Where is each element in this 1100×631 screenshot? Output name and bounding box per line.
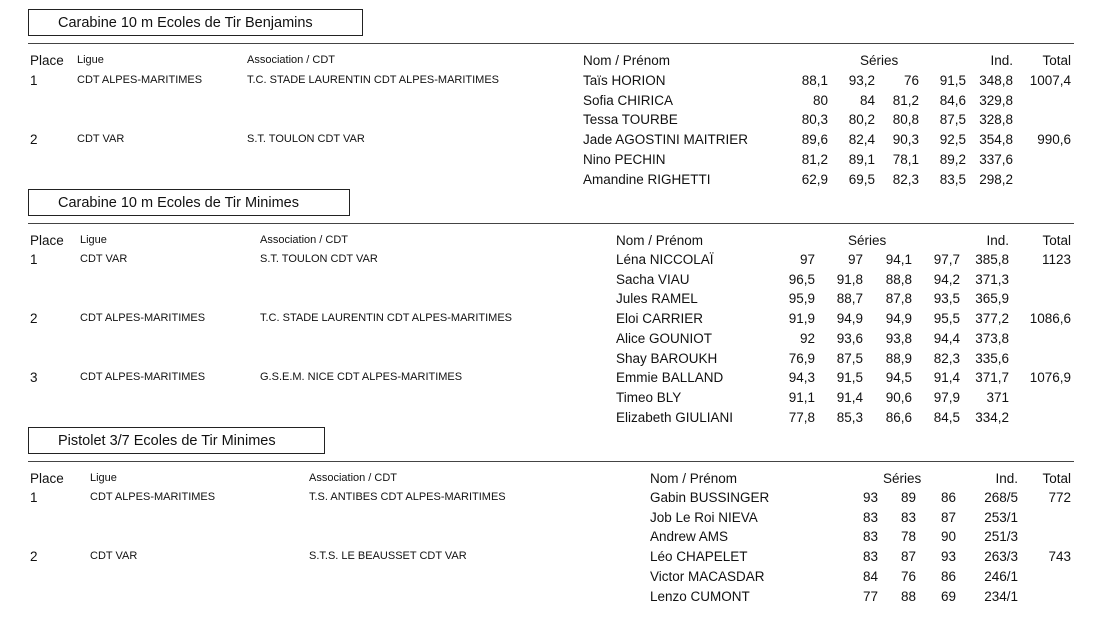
header-ind: Ind. (990, 53, 1013, 68)
individual-total: 328,8 (979, 112, 1013, 128)
individual-total: 335,6 (975, 350, 1009, 366)
individual-total: 354,8 (979, 132, 1013, 148)
header-nom-prenom: Nom / Prénom (616, 233, 704, 248)
section-title: Carabine 10 m Ecoles de Tir Benjamins (28, 9, 363, 36)
series-score: 91,5 (836, 370, 863, 386)
series-score: 62,9 (801, 171, 828, 187)
series-score: 83,5 (939, 171, 966, 187)
series-score: 84,5 (933, 409, 960, 425)
shooter-name: Jade AGOSTINI MAITRIER (583, 132, 749, 148)
series-score: 84 (859, 92, 875, 108)
shooter-name: Sofia CHIRICA (583, 92, 674, 108)
series-score: 94,9 (836, 311, 863, 327)
series-score: 84,6 (939, 92, 966, 108)
header-place: Place (30, 471, 64, 486)
series-score: 87,5 (939, 112, 966, 128)
series-score: 77 (862, 588, 878, 604)
team-total: 1007,4 (1029, 73, 1071, 88)
team-association: S.T.S. LE BEAUSSET CDT VAR (309, 550, 467, 563)
shooter-name: Timeo BLY (616, 389, 682, 405)
series-score: 76 (903, 73, 919, 88)
team-ligue: CDT VAR (77, 133, 125, 146)
section-title: Pistolet 3/7 Ecoles de Tir Minimes (28, 427, 325, 454)
header-association: Association / CDT (260, 234, 349, 246)
series-score: 83 (862, 509, 878, 525)
header-ind: Ind. (995, 471, 1018, 486)
header-place: Place (30, 53, 64, 68)
section-divider (28, 461, 1074, 462)
series-score: 89,6 (801, 132, 828, 148)
series-score: 93 (940, 549, 956, 565)
team-ligue: CDT VAR (90, 550, 138, 563)
series-score: 93,8 (885, 330, 912, 346)
shooter-name: Emmie BALLAND (616, 370, 724, 386)
header-place: Place (30, 233, 64, 248)
team-place: 1 (30, 490, 38, 505)
series-score: 84 (862, 568, 878, 584)
team-ligue: CDT VAR (80, 253, 128, 265)
shooter-name: Lenzo CUMONT (650, 588, 750, 604)
individual-total: 385,8 (975, 252, 1009, 267)
series-score: 97,9 (933, 389, 960, 405)
series-score: 93 (862, 490, 878, 505)
header-series: Séries (883, 471, 922, 486)
individual-total: 334,2 (975, 409, 1009, 425)
series-score: 81,2 (801, 151, 828, 167)
series-score: 86 (940, 490, 956, 505)
series-score: 89,2 (939, 151, 966, 167)
series-score: 87,5 (836, 350, 863, 366)
series-score: 87 (900, 549, 916, 565)
series-score: 76,9 (788, 350, 815, 366)
series-score: 86,6 (885, 409, 912, 425)
series-score: 89 (900, 490, 916, 505)
series-score: 88,1 (801, 73, 828, 88)
team-total: 1086,6 (1029, 311, 1071, 327)
series-score: 88 (900, 588, 916, 604)
individual-total: 365,9 (975, 291, 1009, 307)
series-score: 92 (799, 330, 815, 346)
shooter-name: Eloi CARRIER (616, 311, 704, 327)
header-total: Total (1042, 233, 1071, 248)
shooter-name: Sacha VIAU (616, 271, 690, 287)
shooter-name: Alice GOUNIOT (616, 330, 713, 346)
team-ligue: CDT ALPES-MARITIMES (80, 371, 206, 384)
individual-total: 371,7 (975, 370, 1009, 386)
header-association: Association / CDT (309, 472, 398, 484)
shooter-name: Gabin BUSSINGER (650, 490, 770, 505)
shooter-name: Victor MACASDAR (650, 568, 765, 584)
team-total: 990,6 (1037, 132, 1071, 148)
individual-total: 371,3 (975, 271, 1009, 287)
series-score: 91,5 (939, 73, 966, 88)
header-nom-prenom: Nom / Prénom (650, 471, 738, 486)
series-score: 87 (940, 509, 956, 525)
series-score: 91,8 (836, 271, 863, 287)
series-score: 82,3 (933, 350, 960, 366)
series-score: 80,3 (801, 112, 828, 128)
series-score: 96,5 (788, 271, 815, 287)
series-score: 93,5 (933, 291, 960, 307)
individual-total: 298,2 (979, 171, 1013, 187)
series-score: 93,6 (836, 330, 863, 346)
team-ligue: CDT ALPES-MARITIMES (80, 312, 206, 325)
series-score: 78 (900, 529, 916, 545)
series-score: 94,9 (885, 311, 912, 327)
shooter-name: Job Le Roi NIEVA (650, 509, 758, 525)
team-association: T.C. STADE LAURENTIN CDT ALPES-MARITIMES (247, 74, 500, 86)
series-score: 80 (812, 92, 828, 108)
series-score: 83 (862, 549, 878, 565)
series-score: 80,2 (848, 112, 875, 128)
team-total: 743 (1048, 549, 1071, 565)
series-score: 88,9 (885, 350, 912, 366)
series-score: 77,8 (788, 409, 815, 425)
header-total: Total (1042, 471, 1071, 486)
header-association: Association / CDT (247, 54, 336, 66)
series-score: 81,2 (892, 92, 919, 108)
series-score: 97 (799, 252, 815, 267)
header-series: Séries (860, 53, 899, 68)
series-score: 78,1 (892, 151, 919, 167)
series-score: 91,4 (836, 389, 863, 405)
team-place: 1 (30, 73, 38, 88)
series-score: 91,1 (788, 389, 815, 405)
series-score: 82,3 (892, 171, 919, 187)
series-score: 92,5 (939, 132, 966, 148)
series-score: 83 (900, 509, 916, 525)
section-title: Carabine 10 m Ecoles de Tir Minimes (28, 189, 350, 216)
series-score: 93,2 (848, 73, 875, 88)
individual-total: 251/3 (984, 529, 1018, 545)
series-score: 89,1 (848, 151, 875, 167)
shooter-name: Léo CHAPELET (650, 549, 748, 565)
series-score: 87,8 (885, 291, 912, 307)
team-place: 2 (30, 311, 38, 327)
individual-total: 371 (986, 389, 1009, 405)
header-ligue: Ligue (77, 54, 104, 66)
team-association: G.S.E.M. NICE CDT ALPES-MARITIMES (260, 371, 463, 384)
series-score: 69 (940, 588, 956, 604)
series-score: 97,7 (933, 252, 960, 267)
series-score: 88,7 (836, 291, 863, 307)
individual-total: 263/3 (984, 549, 1018, 565)
shooter-name: Nino PECHIN (583, 151, 666, 167)
series-score: 94,5 (885, 370, 912, 386)
shooter-name: Shay BAROUKH (616, 350, 718, 366)
individual-total: 373,8 (975, 330, 1009, 346)
team-ligue: CDT ALPES-MARITIMES (90, 491, 216, 503)
shooter-name: Andrew AMS (650, 529, 729, 545)
individual-total: 329,8 (979, 92, 1013, 108)
series-score: 95,5 (933, 311, 960, 327)
series-score: 88,8 (885, 271, 912, 287)
team-place: 1 (30, 252, 38, 267)
series-score: 91,9 (788, 311, 815, 327)
series-score: 91,4 (933, 370, 960, 386)
series-score: 90,3 (892, 132, 919, 148)
series-score: 83 (862, 529, 878, 545)
individual-total: 246/1 (984, 568, 1018, 584)
team-place: 2 (30, 549, 38, 565)
series-score: 94,3 (788, 370, 815, 386)
individual-total: 337,6 (979, 151, 1013, 167)
team-total: 1076,9 (1029, 370, 1071, 386)
team-total: 1123 (1041, 252, 1071, 267)
individual-total: 348,8 (979, 73, 1013, 88)
series-score: 95,9 (788, 291, 815, 307)
team-association: S.T. TOULON CDT VAR (247, 133, 365, 146)
shooter-name: Amandine RIGHETTI (583, 171, 711, 187)
header-series: Séries (848, 233, 887, 248)
series-score: 90 (940, 529, 956, 545)
header-ligue: Ligue (80, 234, 107, 246)
series-score: 76 (900, 568, 916, 584)
series-score: 86 (940, 568, 956, 584)
team-association: T.C. STADE LAURENTIN CDT ALPES-MARITIMES (260, 312, 513, 325)
series-score: 97 (847, 252, 863, 267)
series-score: 90,6 (885, 389, 912, 405)
section-divider (28, 43, 1074, 44)
shooter-name: Taïs HORION (583, 73, 666, 88)
series-score: 94,1 (885, 252, 912, 267)
series-score: 80,8 (892, 112, 919, 128)
header-ind: Ind. (986, 233, 1009, 248)
header-total: Total (1042, 53, 1071, 68)
team-place: 3 (30, 370, 38, 386)
series-score: 82,4 (848, 132, 875, 148)
team-total: 772 (1048, 490, 1071, 505)
team-place: 2 (30, 132, 38, 148)
shooter-name: Tessa TOURBE (583, 112, 678, 128)
shooter-name: Léna NICCOLAÏ (616, 252, 714, 267)
team-association: S.T. TOULON CDT VAR (260, 253, 378, 265)
series-score: 69,5 (848, 171, 875, 187)
series-score: 85,3 (836, 409, 863, 425)
shooter-name: Jules RAMEL (616, 291, 698, 307)
shooter-name: Elizabeth GIULIANI (616, 409, 734, 425)
header-ligue: Ligue (90, 472, 117, 484)
individual-total: 234/1 (984, 588, 1018, 604)
series-score: 94,4 (933, 330, 960, 346)
series-score: 94,2 (933, 271, 960, 287)
team-ligue: CDT ALPES-MARITIMES (77, 74, 203, 86)
header-nom-prenom: Nom / Prénom (583, 53, 671, 68)
section-divider (28, 223, 1074, 224)
individual-total: 377,2 (975, 311, 1009, 327)
individual-total: 253/1 (984, 509, 1018, 525)
individual-total: 268/5 (984, 490, 1018, 505)
team-association: T.S. ANTIBES CDT ALPES-MARITIMES (309, 491, 506, 503)
